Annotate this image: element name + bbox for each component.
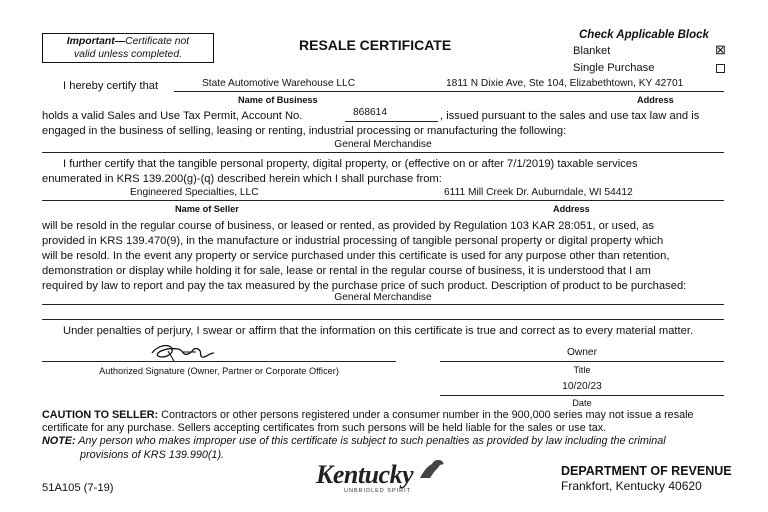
label-business-address: Address (637, 95, 674, 105)
account-number-value[interactable]: 868614 (353, 107, 387, 118)
product-line-2 (42, 319, 724, 320)
resold-text-5: required by law to report and pay the tax measured by the purchase price of such product. Description of product to be purchased: (42, 280, 687, 292)
seller-name-value[interactable]: Engineered Specialties, LLC (130, 187, 259, 198)
product-description-value[interactable]: General Merchandise (334, 292, 432, 303)
holds-permit-text: holds a valid Sales and Use Tax Permit, Account No. (42, 110, 303, 122)
business-goods-value[interactable]: General Merchandise (334, 139, 432, 150)
note-text-2: provisions of KRS 139.990(1). (80, 449, 225, 461)
single-purchase-checkbox[interactable] (716, 64, 725, 73)
seller-address-value[interactable]: 6111 Mill Creek Dr. Auburndale, WI 54412 (444, 187, 633, 198)
label-name-of-business: Name of Business (238, 95, 318, 105)
title-line (440, 361, 724, 362)
blanket-checkbox-mark: ⊠ (715, 42, 726, 57)
resold-text-3: will be resold. In the event any property or service purchased under this certificate is used for any purpose other than retention, (42, 250, 670, 262)
note (42, 435, 666, 448)
note-label: NOTE: (42, 435, 76, 447)
option-single-purchase-label: Single Purchase (573, 62, 655, 74)
resold-text-1: will be resold in the regular course of business, or leased or rented, as provided by Regulation 103 KAR 28:051, or used, as (42, 220, 654, 232)
goods-line (42, 152, 724, 153)
important-text: Certificate not (125, 36, 190, 47)
date-label: Date (572, 398, 592, 408)
label-seller-address: Address (553, 204, 590, 214)
signature-label: Authorized Signature (Owner, Partner or Corporate Officer) (99, 366, 339, 376)
caution-label: CAUTION TO SELLER: (42, 409, 159, 421)
kentucky-logo (316, 458, 446, 498)
department-address: Frankfort, Kentucky 40620 (561, 479, 702, 493)
note-text-1: Any person who makes improper use of this certificate is subject to such penalties as provided by law including the criminal (75, 435, 666, 447)
account-number-line (345, 121, 438, 122)
seller-line (42, 200, 724, 201)
engaged-text: engaged in the business of selling, leasing or renting, industrial processing or manufacturing the following: (42, 125, 567, 137)
certify-prefix: I hereby certify that (63, 80, 159, 92)
logo-text: Kentucky (316, 460, 414, 489)
date-value[interactable]: 10/20/23 (562, 381, 602, 392)
caution-text-2: certificate for any purchase. Sellers accepting certificates from such persons will be held liable for the sales or use tax. (42, 422, 607, 434)
further-certify-text-2: enumerated in KRS 139.200(g)-(q) described herein which I shall purchase from: (42, 173, 442, 185)
caution-to-seller (42, 409, 694, 422)
product-line-1 (42, 304, 724, 305)
further-certify-text-1: I further certify that the tangible personal property, digital property, or (effective on or after 7/1/2019) taxable services (63, 158, 638, 170)
important-label: Important— (66, 36, 126, 47)
resold-text-4: demonstration or display while holding it for sale, lease or rental in the regular course of business, it is understood that I am (42, 265, 651, 277)
option-blanket-label: Blanket (573, 45, 611, 57)
title-value[interactable]: Owner (566, 347, 597, 358)
logo-tagline: UNBRIDLED SPIRIT (344, 488, 412, 494)
blanket-checkbox[interactable] (715, 43, 726, 56)
form-number: 51A105 (7-19) (42, 482, 114, 494)
holds-permit-suffix: , issued pursuant to the sales and use tax law and is (440, 110, 700, 122)
perjury-statement: Under penalties of perjury, I swear or affirm that the information on this certificate is true and correct as to every material matter. (63, 325, 694, 337)
date-line (440, 395, 724, 396)
important-text-2: valid unless completed. (73, 49, 182, 60)
check-block-title: Check Applicable Block (579, 29, 709, 41)
caution-text-1: Contractors or other persons registered under a consumer number in the 900,000 series may not issue a resale (158, 409, 694, 421)
resold-text-2: provided in KRS 139.470(9), in the manufacture or industrial processing of tangible personal property or digital property which (42, 235, 664, 247)
department-name: DEPARTMENT OF REVENUE (561, 464, 732, 478)
business-address-value[interactable]: 1811 N Dixie Ave, Ste 104, Elizabethtown, KY 42701 (446, 78, 684, 89)
business-line (174, 91, 724, 92)
signature-line (42, 361, 396, 362)
page-title: RESALE CERTIFICATE (299, 37, 452, 53)
title-label: Title (573, 365, 591, 375)
horse-icon (418, 458, 446, 480)
business-name-value[interactable]: State Automotive Warehouse LLC (202, 78, 356, 89)
label-name-of-seller: Name of Seller (175, 204, 239, 214)
important-notice (42, 33, 214, 63)
